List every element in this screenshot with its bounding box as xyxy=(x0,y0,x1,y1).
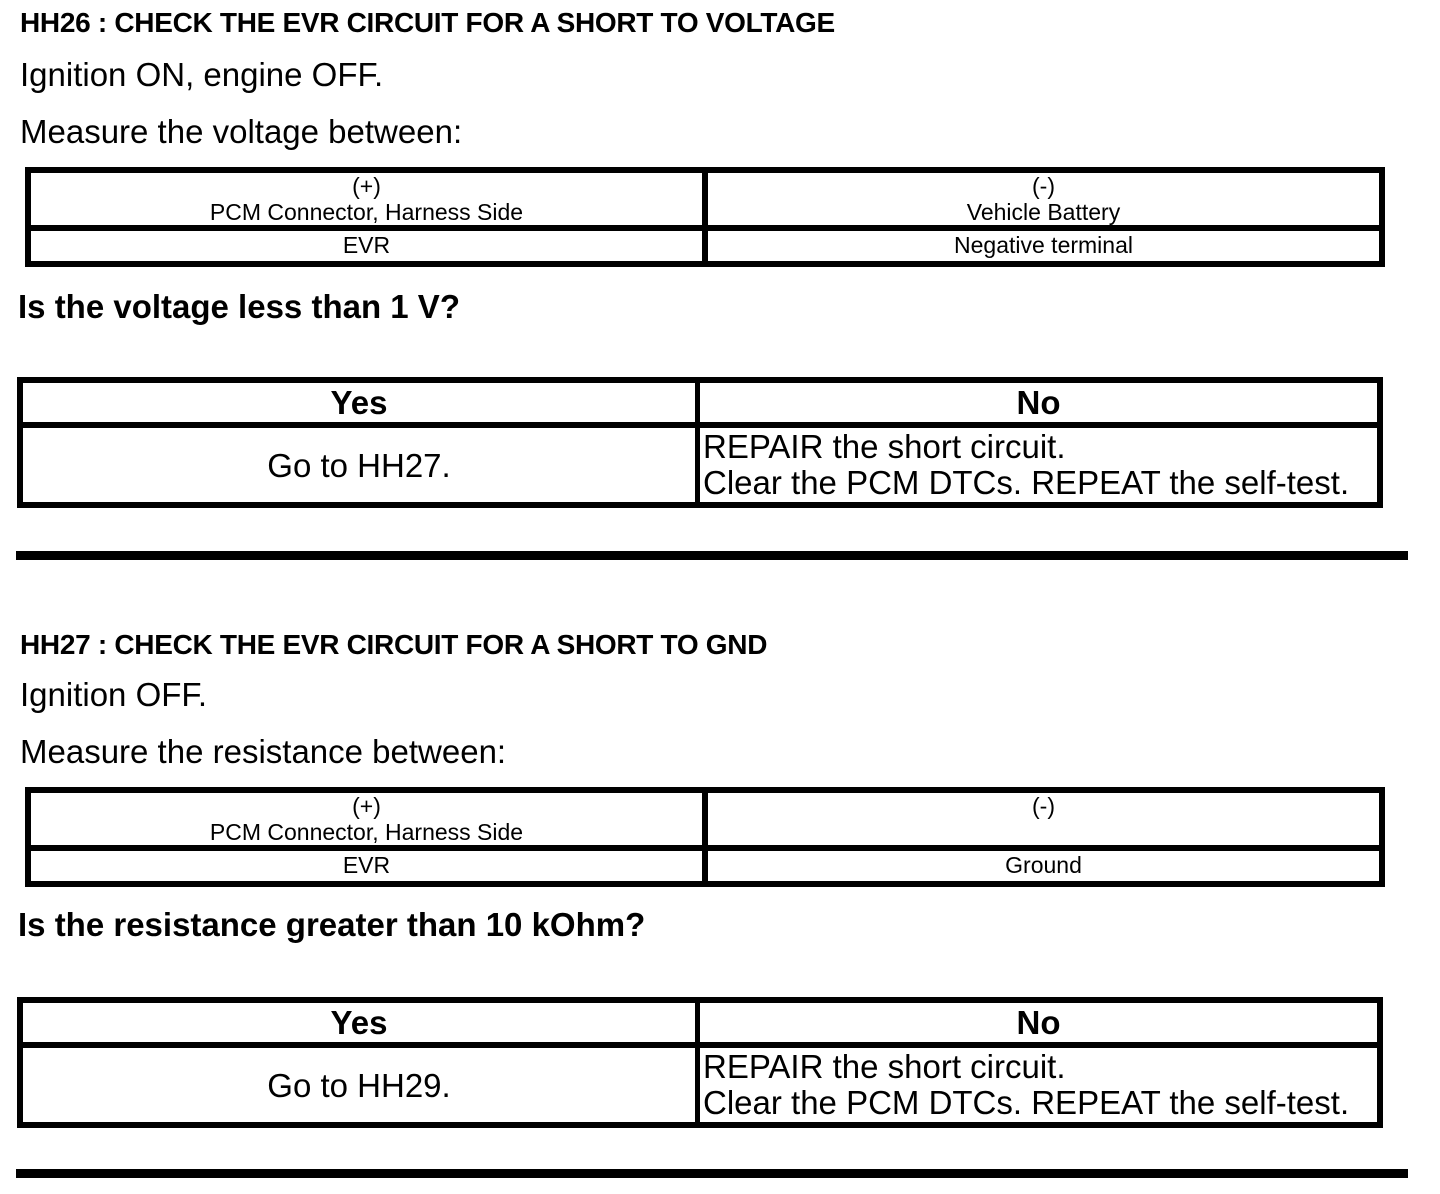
negative-polarity-label: (-) xyxy=(1032,173,1055,199)
section-divider xyxy=(16,551,1408,560)
negative-connector-label: Vehicle Battery xyxy=(966,199,1121,225)
section-heading: HH26 : CHECK THE EVR CIRCUIT FOR A SHORT TO VOLTAGE xyxy=(20,7,835,38)
no-action-line: Clear the PCM DTCs. REPEAT the self-test. xyxy=(703,1085,1350,1121)
positive-connector-label: PCM Connector, Harness Side xyxy=(209,819,524,845)
no-action-cell xyxy=(700,428,1377,502)
measurement-points-table xyxy=(25,167,1385,267)
yes-action-cell: Go to HH29. xyxy=(23,1048,700,1122)
measure-instruction: Measure the voltage between: xyxy=(20,113,463,150)
no-action-line: REPAIR the short circuit. xyxy=(703,1049,1066,1085)
measurement-points-table xyxy=(25,787,1385,887)
decision-header-row xyxy=(23,383,1377,428)
positive-header-cell xyxy=(31,793,708,845)
no-action-line: REPAIR the short circuit. xyxy=(703,429,1066,465)
yes-action-cell: Go to HH27. xyxy=(23,428,700,502)
table-value-row xyxy=(31,851,1379,881)
decision-action-row xyxy=(23,1048,1377,1122)
yes-header-cell: Yes xyxy=(23,1003,700,1042)
positive-polarity-label: (+) xyxy=(352,793,381,819)
negative-header-cell xyxy=(708,793,1379,845)
positive-polarity-label: (+) xyxy=(352,173,381,199)
table-header-row xyxy=(31,173,1379,231)
no-action-cell xyxy=(700,1048,1377,1122)
test-condition: Ignition OFF. xyxy=(20,676,208,713)
decision-header-row xyxy=(23,1003,1377,1048)
section-heading: HH27 : CHECK THE EVR CIRCUIT FOR A SHORT TO GND xyxy=(20,629,768,660)
yes-header-cell: Yes xyxy=(23,383,700,422)
negative-polarity-label: (-) xyxy=(1032,793,1055,819)
test-step-section-hh26 xyxy=(0,6,1440,508)
test-question: Is the voltage less than 1 V? xyxy=(18,288,460,325)
no-action-line: Clear the PCM DTCs. REPEAT the self-test. xyxy=(703,465,1350,501)
section-divider xyxy=(16,1169,1408,1178)
negative-pin-cell: Negative terminal xyxy=(954,232,1133,258)
negative-header-cell xyxy=(708,173,1379,225)
test-question: Is the resistance greater than 10 kOhm? xyxy=(18,906,646,943)
no-header-cell: No xyxy=(1016,384,1061,421)
test-step-section-hh27 xyxy=(0,628,1440,1128)
negative-pin-cell: Ground xyxy=(1005,852,1082,878)
table-value-row xyxy=(31,231,1379,261)
negative-connector-label xyxy=(708,819,1379,845)
positive-pin-cell: EVR xyxy=(31,851,708,881)
decision-action-row xyxy=(23,428,1377,502)
positive-pin-cell: EVR xyxy=(31,231,708,261)
decision-table xyxy=(17,997,1383,1128)
table-header-row xyxy=(31,793,1379,851)
positive-connector-label: PCM Connector, Harness Side xyxy=(209,199,524,225)
decision-table xyxy=(17,377,1383,508)
no-header-cell: No xyxy=(1016,1004,1061,1041)
measure-instruction: Measure the resistance between: xyxy=(20,733,507,770)
test-condition: Ignition ON, engine OFF. xyxy=(20,56,384,93)
positive-header-cell xyxy=(31,173,708,225)
